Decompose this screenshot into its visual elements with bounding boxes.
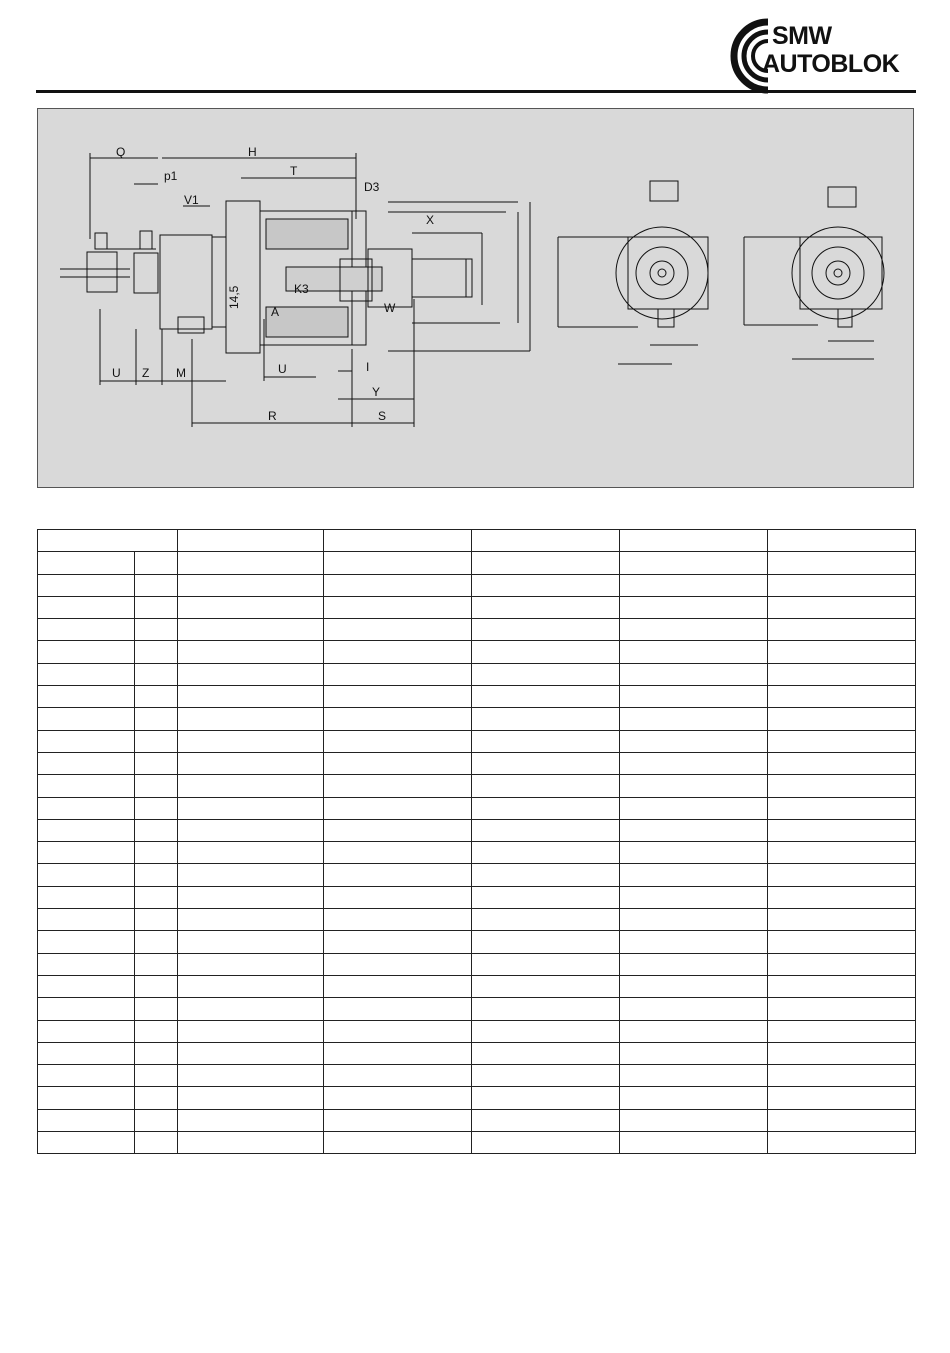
table-cell	[38, 975, 135, 997]
table-cell	[38, 797, 135, 819]
table-cell	[768, 1065, 916, 1087]
table-cell	[135, 641, 178, 663]
table-cell	[38, 1132, 135, 1154]
table-cell	[135, 953, 178, 975]
table-cell	[768, 1132, 916, 1154]
label-q: Q	[116, 145, 126, 159]
label-y: Y	[372, 385, 381, 399]
table-cell	[620, 1042, 768, 1064]
table-cell	[768, 686, 916, 708]
table-cell	[135, 752, 178, 774]
table-row	[38, 842, 916, 864]
table-cell	[620, 1020, 768, 1042]
table-cell	[472, 1087, 620, 1109]
table-cell	[135, 686, 178, 708]
table-cell	[38, 730, 135, 752]
table-cell	[620, 530, 768, 552]
table-cell	[324, 775, 472, 797]
table-cell	[38, 708, 135, 730]
table-cell	[472, 931, 620, 953]
table-cell	[324, 1065, 472, 1087]
label-s: S	[378, 409, 387, 423]
table-cell	[324, 1132, 472, 1154]
table-cell	[135, 574, 178, 596]
table-row	[38, 596, 916, 618]
table-cell	[620, 596, 768, 618]
table-cell	[472, 864, 620, 886]
table-cell	[38, 1020, 135, 1042]
table-cell	[135, 819, 178, 841]
table-cell	[135, 797, 178, 819]
label-u-mid: U	[278, 362, 287, 376]
table-cell	[472, 909, 620, 931]
table-cell	[178, 619, 324, 641]
label-a: A	[271, 305, 280, 319]
table-cell	[38, 953, 135, 975]
table-cell	[178, 975, 324, 997]
table-cell	[135, 708, 178, 730]
table-cell	[324, 1109, 472, 1131]
table-cell	[472, 752, 620, 774]
table-cell	[472, 1065, 620, 1087]
table-cell	[38, 1042, 135, 1064]
table-cell	[620, 708, 768, 730]
table-cell	[324, 842, 472, 864]
table-row	[38, 1020, 916, 1042]
table-cell	[324, 686, 472, 708]
table-cell	[38, 596, 135, 618]
table-cell	[472, 842, 620, 864]
label-r: R	[268, 409, 277, 423]
table-cell	[178, 1065, 324, 1087]
table-cell	[178, 842, 324, 864]
table-cell	[324, 619, 472, 641]
table-cell	[768, 886, 916, 908]
table-cell	[38, 842, 135, 864]
table-cell	[472, 730, 620, 752]
table-cell	[620, 1087, 768, 1109]
table-cell	[324, 797, 472, 819]
table-cell	[620, 931, 768, 953]
table-cell	[620, 619, 768, 641]
table-row	[38, 1109, 916, 1131]
table-cell	[38, 998, 135, 1020]
table-cell	[620, 686, 768, 708]
table-cell	[178, 797, 324, 819]
table-cell	[768, 775, 916, 797]
table-row	[38, 975, 916, 997]
table-cell	[135, 886, 178, 908]
table-cell	[620, 1065, 768, 1087]
table-cell	[178, 1042, 324, 1064]
table-cell	[324, 1087, 472, 1109]
table-cell	[38, 1087, 135, 1109]
table-row	[38, 819, 916, 841]
table-cell	[135, 552, 178, 574]
table-cell	[38, 574, 135, 596]
table-cell	[472, 619, 620, 641]
table-cell	[178, 953, 324, 975]
table-cell	[324, 909, 472, 931]
table-cell	[768, 663, 916, 685]
table-cell	[324, 1042, 472, 1064]
table-cell	[768, 1042, 916, 1064]
table-cell	[178, 775, 324, 797]
table-cell	[178, 730, 324, 752]
label-d3: D3	[364, 180, 380, 194]
label-t: T	[290, 164, 298, 178]
table-cell	[620, 998, 768, 1020]
table-cell	[324, 552, 472, 574]
table-cell	[324, 998, 472, 1020]
table-row	[38, 619, 916, 641]
table-cell	[472, 708, 620, 730]
table-cell	[324, 819, 472, 841]
table-row	[38, 641, 916, 663]
table-cell	[38, 1109, 135, 1131]
table-cell	[768, 641, 916, 663]
table-cell	[178, 1109, 324, 1131]
table-row	[38, 998, 916, 1020]
table-cell	[38, 931, 135, 953]
table-cell	[768, 819, 916, 841]
table-cell	[178, 886, 324, 908]
table-cell	[472, 797, 620, 819]
table-cell	[324, 708, 472, 730]
table-cell	[135, 663, 178, 685]
table-cell	[620, 797, 768, 819]
table-cell	[768, 752, 916, 774]
label-u-left: U	[112, 366, 121, 380]
table-row	[38, 775, 916, 797]
table-cell	[324, 663, 472, 685]
table-row	[38, 686, 916, 708]
table-cell	[472, 1042, 620, 1064]
table-cell	[472, 530, 620, 552]
table-cell	[38, 752, 135, 774]
label-k3: K3	[294, 282, 309, 296]
table-cell	[620, 909, 768, 931]
table-cell	[768, 975, 916, 997]
table-cell	[324, 730, 472, 752]
table-row	[38, 953, 916, 975]
specification-table-body	[38, 530, 916, 1154]
table-cell	[768, 574, 916, 596]
table-cell	[178, 1020, 324, 1042]
table-cell	[768, 797, 916, 819]
table-cell	[620, 842, 768, 864]
table-cell	[178, 1087, 324, 1109]
table-row	[38, 909, 916, 931]
table-cell	[178, 596, 324, 618]
label-p1: p1	[164, 169, 178, 183]
label-x: X	[426, 213, 435, 227]
table-cell	[38, 686, 135, 708]
table-cell	[135, 730, 178, 752]
table-row	[38, 730, 916, 752]
table-cell	[768, 1087, 916, 1109]
table-cell	[135, 1109, 178, 1131]
table-cell	[178, 686, 324, 708]
table-row	[38, 886, 916, 908]
table-cell	[324, 975, 472, 997]
table-cell	[768, 842, 916, 864]
table-cell	[324, 864, 472, 886]
table-cell	[178, 819, 324, 841]
table-cell	[135, 1132, 178, 1154]
table-row	[38, 708, 916, 730]
table-cell	[472, 1020, 620, 1042]
table-cell	[178, 552, 324, 574]
table-row	[38, 752, 916, 774]
table-cell	[178, 909, 324, 931]
table-cell	[38, 819, 135, 841]
table-row	[38, 1042, 916, 1064]
table-cell	[620, 752, 768, 774]
table-row	[38, 552, 916, 574]
table-cell	[135, 975, 178, 997]
table-cell	[768, 708, 916, 730]
table-cell	[620, 1132, 768, 1154]
cylinder-drawing	[38, 109, 915, 489]
table-cell	[472, 663, 620, 685]
label-m: M	[176, 366, 186, 380]
table-cell	[768, 619, 916, 641]
table-cell	[135, 775, 178, 797]
table-cell	[38, 663, 135, 685]
table-cell	[620, 886, 768, 908]
table-cell	[324, 886, 472, 908]
table-cell	[620, 663, 768, 685]
table-cell	[324, 953, 472, 975]
table-cell	[324, 752, 472, 774]
table-cell	[135, 864, 178, 886]
table-cell	[620, 574, 768, 596]
table-cell	[768, 530, 916, 552]
label-w: W	[384, 301, 396, 315]
table-cell	[135, 1042, 178, 1064]
table-cell	[38, 530, 178, 552]
table-cell	[620, 864, 768, 886]
table-cell	[472, 1109, 620, 1131]
table-cell	[178, 530, 324, 552]
table-row	[38, 864, 916, 886]
table-cell	[178, 663, 324, 685]
table-cell	[620, 1109, 768, 1131]
table-cell	[472, 596, 620, 618]
label-v1: V1	[184, 193, 199, 207]
table-row	[38, 574, 916, 596]
table-cell	[472, 641, 620, 663]
table-row	[38, 663, 916, 685]
table-cell	[620, 953, 768, 975]
table-cell	[38, 552, 135, 574]
table-cell	[472, 1132, 620, 1154]
table-cell	[768, 552, 916, 574]
table-cell	[324, 596, 472, 618]
specification-table	[37, 529, 916, 1154]
label-h: H	[248, 145, 257, 159]
label-14-5: 14,5	[227, 285, 241, 309]
table-cell	[178, 641, 324, 663]
table-cell	[38, 775, 135, 797]
table-row	[38, 931, 916, 953]
table-cell	[768, 953, 916, 975]
table-cell	[620, 975, 768, 997]
table-cell	[178, 998, 324, 1020]
table-cell	[768, 909, 916, 931]
table-cell	[620, 552, 768, 574]
logo-text-smw: SMW	[772, 22, 832, 50]
table-cell	[620, 641, 768, 663]
table-cell	[178, 864, 324, 886]
table-cell	[38, 1065, 135, 1087]
table-cell	[38, 619, 135, 641]
table-cell	[38, 886, 135, 908]
table-cell	[472, 819, 620, 841]
table-cell	[620, 775, 768, 797]
table-cell	[768, 864, 916, 886]
table-cell	[620, 819, 768, 841]
table-row	[38, 797, 916, 819]
table-cell	[472, 552, 620, 574]
table-cell	[620, 730, 768, 752]
table-cell	[472, 574, 620, 596]
table-row	[38, 1087, 916, 1109]
header-rule	[36, 90, 916, 93]
smw-autoblok-logo	[728, 16, 918, 94]
table-cell	[768, 596, 916, 618]
table-cell	[472, 886, 620, 908]
table-cell	[472, 953, 620, 975]
label-z: Z	[142, 366, 150, 380]
table-cell	[135, 1065, 178, 1087]
table-cell	[135, 909, 178, 931]
technical-drawing	[37, 108, 914, 488]
table-cell	[178, 708, 324, 730]
table-cell	[768, 931, 916, 953]
logo-text-autoblok: AUTOBLOK	[762, 50, 900, 78]
table-cell	[178, 931, 324, 953]
table-cell	[38, 641, 135, 663]
table-cell	[135, 1020, 178, 1042]
label-i: I	[366, 360, 370, 374]
table-cell	[135, 842, 178, 864]
table-cell	[135, 931, 178, 953]
table-cell	[472, 775, 620, 797]
table-cell	[178, 752, 324, 774]
table-cell	[324, 931, 472, 953]
table-cell	[135, 619, 178, 641]
table-cell	[768, 1020, 916, 1042]
table-cell	[135, 596, 178, 618]
table-row	[38, 1065, 916, 1087]
table-cell	[135, 1087, 178, 1109]
table-cell	[324, 641, 472, 663]
table-cell	[135, 998, 178, 1020]
table-cell	[324, 530, 472, 552]
table-cell	[324, 574, 472, 596]
table-cell	[178, 1132, 324, 1154]
table-cell	[472, 975, 620, 997]
table-cell	[768, 1109, 916, 1131]
table-row	[38, 530, 916, 552]
table-cell	[38, 909, 135, 931]
table-cell	[768, 730, 916, 752]
table-cell	[472, 998, 620, 1020]
table-cell	[38, 864, 135, 886]
table-cell	[768, 998, 916, 1020]
table-cell	[472, 686, 620, 708]
table-cell	[178, 574, 324, 596]
table-row	[38, 1132, 916, 1154]
table-cell	[324, 1020, 472, 1042]
